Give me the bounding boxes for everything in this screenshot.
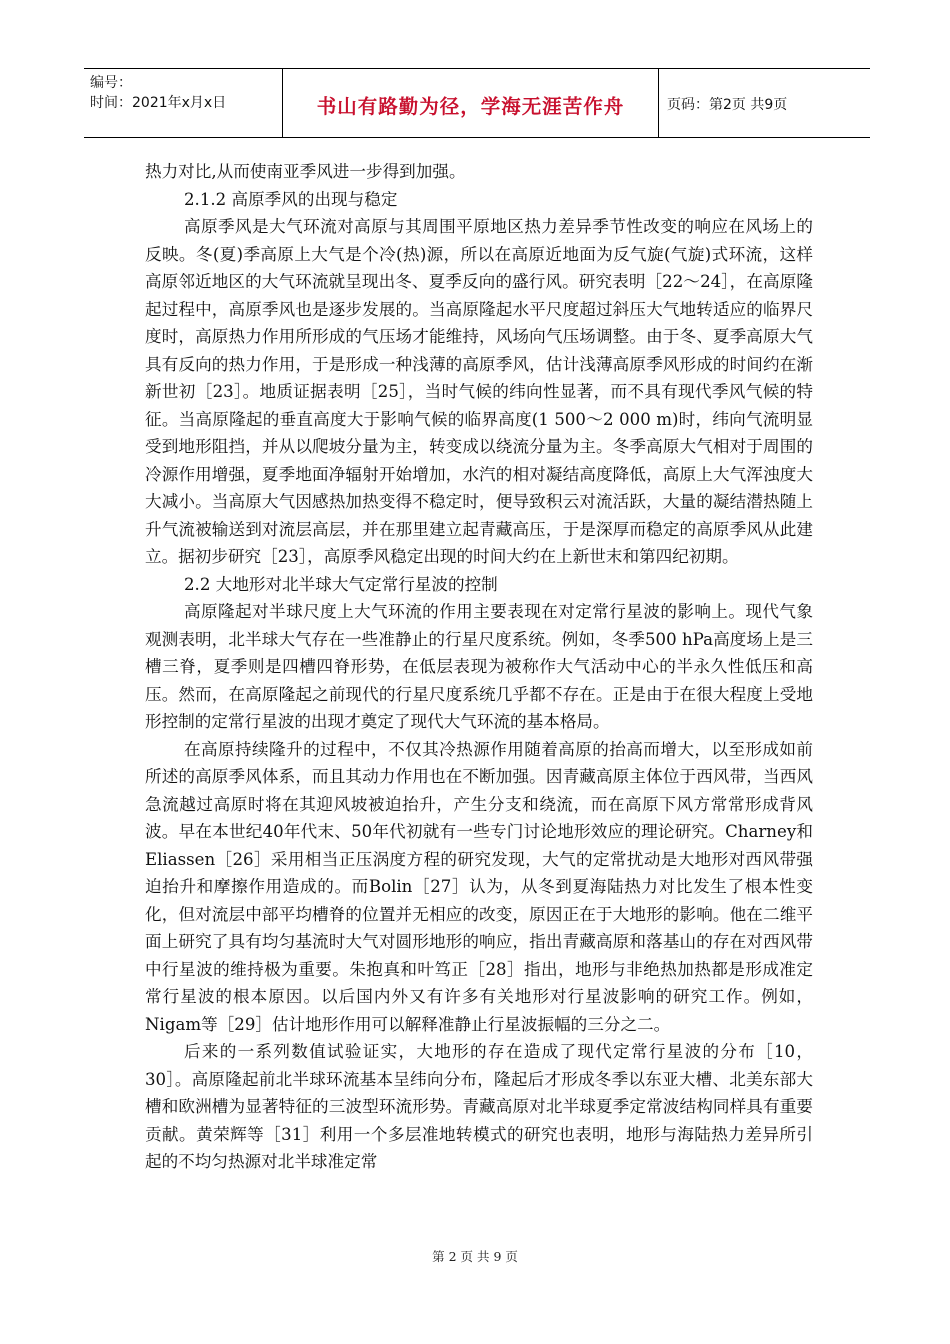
- header-motto-cell: [283, 69, 659, 137]
- document-number-label: 编号：: [90, 75, 132, 91]
- body-paragraph: 高原隆起对半球尺度上大气环流的作用主要表现在对定常行星波的影响上。现代气象观测表明，北半球大气存在一些准静止的行星尺度系统。例如，冬季500 hPa高度场上是三槽三脊，夏季则是四槽四脊形势，在低层表现为被称作大气活动中心的半永久性低压和高压。然而，在高原隆起之前现代的行星尺度系统几乎都不存在。正是由于在很大程度上受地形控制的定常行星波的出现才奠定了现代大气环流的基本格局。: [145, 602, 813, 731]
- body-paragraph: 在高原持续隆升的过程中，不仅其冷热源作用随着高原的抬高而增大，以至形成如前所述的高原季风体系，而且其动力作用也在不断加强。因青藏高原主体位于西风带，当西风急流越过高原时将在其迎风坡被迫抬升，产生分支和绕流，而在高原下风方常常形成背风波。早在本世纪40年代末、50年代初就有一些专门讨论地形效应的理论研究。Charney和Eliassen［26］采用相当正压涡度方程的研究发现，大气的定常扰动是大地形对西风带强迫抬升和摩擦作用造成的。而Bolin［27］认为，从冬到夏海陆热力对比发生了根本性变化，但对流层中部平均槽脊的位置并无相应的改变，原因正在于大地形的影响。他在二维平面上研究了具有均匀基流时大气对圆形地形的响应，指出青藏高原和落基山的存在对西风带中行星波的维持极为重要。朱抱真和叶笃正［28］指出，地形与非绝热加热都是形成准定常行星波的根本原因。以后国内外又有许多有关地形对行星波影响的研究工作。例如，Nigam等［29］估计地形作用可以解释准静止行星波振幅的三分之二。: [145, 739, 813, 1034]
- header-motto: 书山有路勤为径，学海无涯苦作舟: [316, 95, 625, 118]
- section-heading-2-2: 2.2 大地形对北半球大气定常行星波的控制: [184, 574, 498, 594]
- body-paragraph: 后来的一系列数值试验证实，大地形的存在造成了现代定常行星波的分布［10，30］。高原隆起前北半球环流基本呈纬向分布，隆起后才形成冬季以东亚大槽、北美东部大槽和欧洲槽为显著特征的三波型环流形势。青藏高原对北半球夏季定常波结构同样具有重要贡献。黄荣辉等［31］利用一个多层准地转模式的研究也表明，地形与海陆热力差异所引起的不均匀热源对北半球准定常: [145, 1042, 813, 1171]
- document-date-label: 时间：2021年x月x日: [90, 95, 227, 111]
- header-page-cell: [659, 69, 870, 137]
- paragraph-continuation: 热力对比,从而使南亚季风进一步得到加强。: [145, 162, 466, 181]
- page-header: [84, 68, 870, 138]
- page-footer: 第 2 页 共 9 页: [432, 1249, 518, 1264]
- document-body: [145, 158, 813, 1176]
- body-paragraph: 高原季风是大气环流对高原与其周围平原地区热力差异季节性改变的响应在风场上的反映。冬(夏)季高原上大气是个冷(热)源，所以在高原近地面为反气旋(气旋)式环流，这样高原邻近地区的大气环流就呈现出冬、夏季反向的盛行风。研究表明［22～24］，在高原隆起过程中，高原季风也是逐步发展的。当高原隆起水平尺度超过斜压大气地转适应的临界尺度时，高原热力作用所形成的气压场才能维持，风场向气压场调整。由于冬、夏季高原大气具有反向的热力作用，于是形成一种浅薄的高原季风，估计浅薄高原季风形成的时间约在渐新世初［23］。地质证据表明［25］，当时气候的纬向性显著，而不具有现代季风气候的特征。当高原隆起的垂直高度大于影响气候的临界高度(1 500～2 000 m)时，纬向气流明显受到地形阻挡，并从以爬坡分量为主，转变成以绕流分量为主。冬季高原大气相对于周围的冷源作用增强，夏季地面净辐射开始增加，水汽的相对凝结高度降低，高原上大气浑浊度大大减小。当高原大气因感热加热变得不稳定时，便导致积云对流活跃，大量的凝结潜热随上升气流被输送到对流层高层，并在那里建立起青藏高压，于是深厚而稳定的高原季风从此建立。据初步研究［23］，高原季风稳定出现的时间大约在上新世末和第四纪初期。: [145, 217, 813, 566]
- header-page-info: 页码：第2页 共9页: [667, 97, 788, 113]
- header-meta-cell: [84, 69, 283, 137]
- section-heading-2-1-2: 2.1.2 高原季风的出现与稳定: [184, 189, 398, 209]
